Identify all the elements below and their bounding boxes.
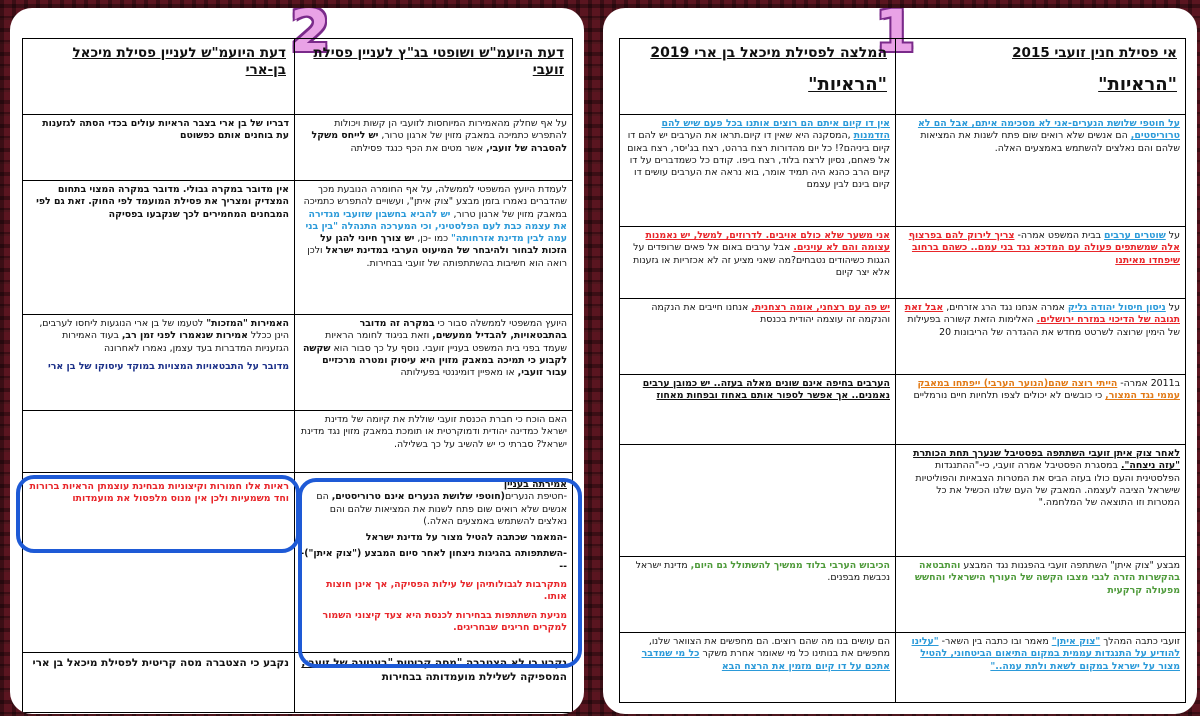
table-cell: הם עושים בנו מה שהם רוצים. הם מחפשים את הצוואר שלנו, מחפשים את בנותינו כל מי שאומר אחרת משקר כל מי שמדבר אתכם על דו קיום מזמין את הרצח הבא <box>620 633 896 703</box>
table-cell: יש פה עם רצחני, אומה רצחנית, אנחנו חייבים את הנקמה והנקמה זה עוצמה יהודית בכנסת <box>620 299 896 375</box>
table-cell: נקבע כי הצטברה מסה קריטית לפסילת מיכאל בן ארי <box>23 653 295 713</box>
header-left: המלצה לפסילת מיכאל בן ארי 2019 "הראיות" <box>620 39 896 115</box>
table-cell: זועבי כתבה המהלך "צוק איתן" מאמר ובו כתבה בין השאר- "עלינו להודיע על התנגדות עממית במקום התיאום הביטחוני, להטיל מצור על ישראל במקום לשאת ולתת עמה.." <box>896 633 1186 703</box>
table-cell: על אף שחלק מהאמירות המיוחסות לזועבי הן קשות ויכולות להתפרש כתמיכה במאבק מזוין של ארגון טרור, יש לייחס משקל להסברה של זועבי, אשר מטים את הכף כנגד פסילתה <box>295 115 573 181</box>
badge-number: 2 <box>290 8 331 65</box>
badge-number: 1 <box>875 8 916 65</box>
highlight-oval <box>298 478 582 668</box>
header-left: דעת היועמ"ש לעניין פסילת מיכאל בן-ארי <box>23 39 295 115</box>
table-cell: אני משער שלא כולם אויבים. לדרוזים, למשל, יש נאמנות עצומה והם לא עוינים. אבל ערבים באום אל פאים שרופדים על הגגות כשיהודים נטבחים?מה שאני מציע זה לא אכזריות או גזענות אלא יצר קיום <box>620 227 896 299</box>
table-cell: ראיות אלו חמורות וקיצוניות מבחינת עוצמתן הראיות ברורות וחד משמעיות ולכן אין מנוס מלפסול את מועמדותו <box>23 473 295 653</box>
table-cell: לאחר צוק איתן זועבי השתתפה בפסטיבל שנערך תחת הכותרת "עזה ניצחה". במסגרת הפסטיבל אמרה זועבי, כי-"ההתנגדות הפלסטינית והעם כולו בעזה הביס את המטרות הצבאיות והפוליטיות שישראל הציבה לעצמה. המאבק של העם שלנו הכשיל את כל המטרות וזו התוצאה של המלחמה." <box>896 445 1186 557</box>
table-cell: דבריו של בן ארי בצבר הראיות עולים בכדי הסתה לגזענות עת בוחנים אותם כפשוטם <box>23 115 295 181</box>
table-cell: אין מדובר במקרה גבולי. מדובר במקרה המצוי בתחום המצדיק ומצריך את פסילת המועמד לפי החוק. זאת גם לפי המבחנים המחמירים לכך שנקבעו בפסיקה <box>23 181 295 315</box>
table-cell <box>23 411 295 473</box>
table-cell: על שוטרים ערבים בבית המשפט אמרה- צריך לירוק להם בפרצוף אלה שמשתפים פעולה עם המדכא נגד בני עמם.. כשהם ברחוב שיפחדו מאיתנו <box>896 227 1186 299</box>
table-cell: היועץ המשפטי לממשלה סבור כי במקרה זה מדובר בהתבטאויות, להבדיל ממעשים, וזאת בניגוד לחומר הראיות שעמד בפני בית המשפט בעניין זועבי. נוסף על כך סבור הוא שקשה לקבוע כי תמיכה במאבק מזוין היא עיסוק ומטרה מרכזיים עבור זועבי, או מאפיין דומיננטי בפעילותה <box>295 315 573 411</box>
table-cell: מבצע "צוק איתן" השתתפה זועבי בהפגנות נגד המבצע והתבטאה בהקשרות הזרה לגבי מצבו הקשה של העורף הישראלי והחשש מפעולה קרקעית <box>896 557 1186 633</box>
table-cell: על ניסון חיסול יהודה גליק אמרה אנחנו נגד הרג אזרחים, אבל זאת תגובה של הדיכוי במזרח ירושלים. האלימות הזאת קשורה בפעילות של הימין שרוצה לשרטט מחדש את ההגדרה של הריבונות 20 <box>896 299 1186 375</box>
header-right: אי פסילת חנין זועבי 2015 "הראיות" <box>896 39 1186 115</box>
header-right: דעת היועמ"ש ושופטי בג"ץ לעניין פסילת זועבי <box>295 39 573 115</box>
page-right <box>603 8 1197 714</box>
table-cell: האמירות "המזכות" לטעמו של בן ארי הנוגעות ליחסו לערבים, הינן ככלל אמירות שנאמרו לפני זמן רב, בעוד האמירות הגזעניות המדברות בעד עצמן, נאמרו לאחרונה מדובר על התבטאויות המצויות במוקד עיסוקו של בן ארי <box>23 315 295 411</box>
comparison-table-right <box>619 38 1186 703</box>
table-cell: לעמדת היועץ המשפטי לממשלה, על אף החומרה הנובעת מכך שהדברים נאמרו בזמן מבצע "צוק איתן", ועשויים להתפרש כתמיכה במאבק מזוין של ארגון טרור, יש להביא בחשבון שזועבי מגדירה את עצמה כבת לעם הפלסטיני, וכי המערכה התנהלה "בין בני עמה לבין מדינת אזרחותה" כמו -כן, יש צורך חיוני להגן על הזכות לבחור ולהיבחר של המיעוט הערבי במדינת ישראל ולכן רואה הוא חשיבות בהשתתפותה של זועבי בבחירות. <box>295 181 573 315</box>
table-cell: על חוטפי שלושת הנערים-אני לא מסכימה איתם, אבל הם לא טרוריסטים, הם אנשים שלא רואים שום פתח לשנות את המציאות שלהם והם נאלצים להשתמש באמצעים האלה. <box>896 115 1186 227</box>
page-left <box>10 8 584 714</box>
table-cell: הכיבוש הערבי בלוד ממשיך להשתולל גם היום, מדינת ישראל נכבשת מבפנים. <box>620 557 896 633</box>
table-cell: נקבע כי לא הצטברה "מסה קריטית "בעניינה של זועבי, המספיקה לשלילת מועמדותה בבחירות <box>295 653 573 713</box>
table-cell: הערבים בחיפה אינם שונים מאלה בעזה.. יש כמובן ערבים נאמנים.. אך אפשר לספור אותם באחוז ובפחות מאחוז <box>620 375 896 445</box>
table-cell <box>620 445 896 557</box>
table-cell: האם הוכח כי חברת הכנסת זועבי שוללת את קיומה של מדינת ישראל כמדינה יהודית ודמוקרטית או תומכת במאבק מזוין נגד מדינת ישראל? סברתי כי יש להשיב על כך בשלילה. <box>295 411 573 473</box>
table-cell: אין דו קיום איתם הם רוצים אותנו בכל פעם שיש להם הזדמנות ,המסקנה היא שאין דו קיום.תראו את הערבים יש להם דו קיום ביניהם?! כל יום מהדורות רצח ברהט, רצח בג'יסר, רצח באום אל פאחם, נסיון לרצח בלוד, רצח ביפו. קודם כל כשמדברים על דו קיום הרב כהנא היה תמיד אומר, בוא נראה את הערבים עושים דו קיום בינם לבין עצמם <box>620 115 896 227</box>
highlight-oval <box>16 475 300 553</box>
table-cell: אמירתה בעניין -חטיפת הנערים(חוטפי שלושת הנערים אינם טרוריסטים, הם אנשים שלא רואים שום פתח לשנות את המציאות שלהם והם נאלצים להשתמש באמצעים האלה.) -המאמר שכתבה להטיל מצור על מדינת ישראל -השתתפותה בהגיגות ניצחון לאחר סיום המבצע ("צוק איתן")--- מתקרבות לגבולותיהן של עילות הפסיקה, אך אינן חוצות אותו. מניעת השתתפות בבחירות לכנסת היא צעד קיצוני השמור למקרים חריגים שבחריגים. <box>295 473 573 653</box>
table-cell: ב2011 אמרה- הייתי רוצה שהם(הנוער הערבי) ייפתחו במאבק עממי נגד המצור, כי כובשים לא יכולים לצפו תלחיות חיים נורמליים <box>896 375 1186 445</box>
